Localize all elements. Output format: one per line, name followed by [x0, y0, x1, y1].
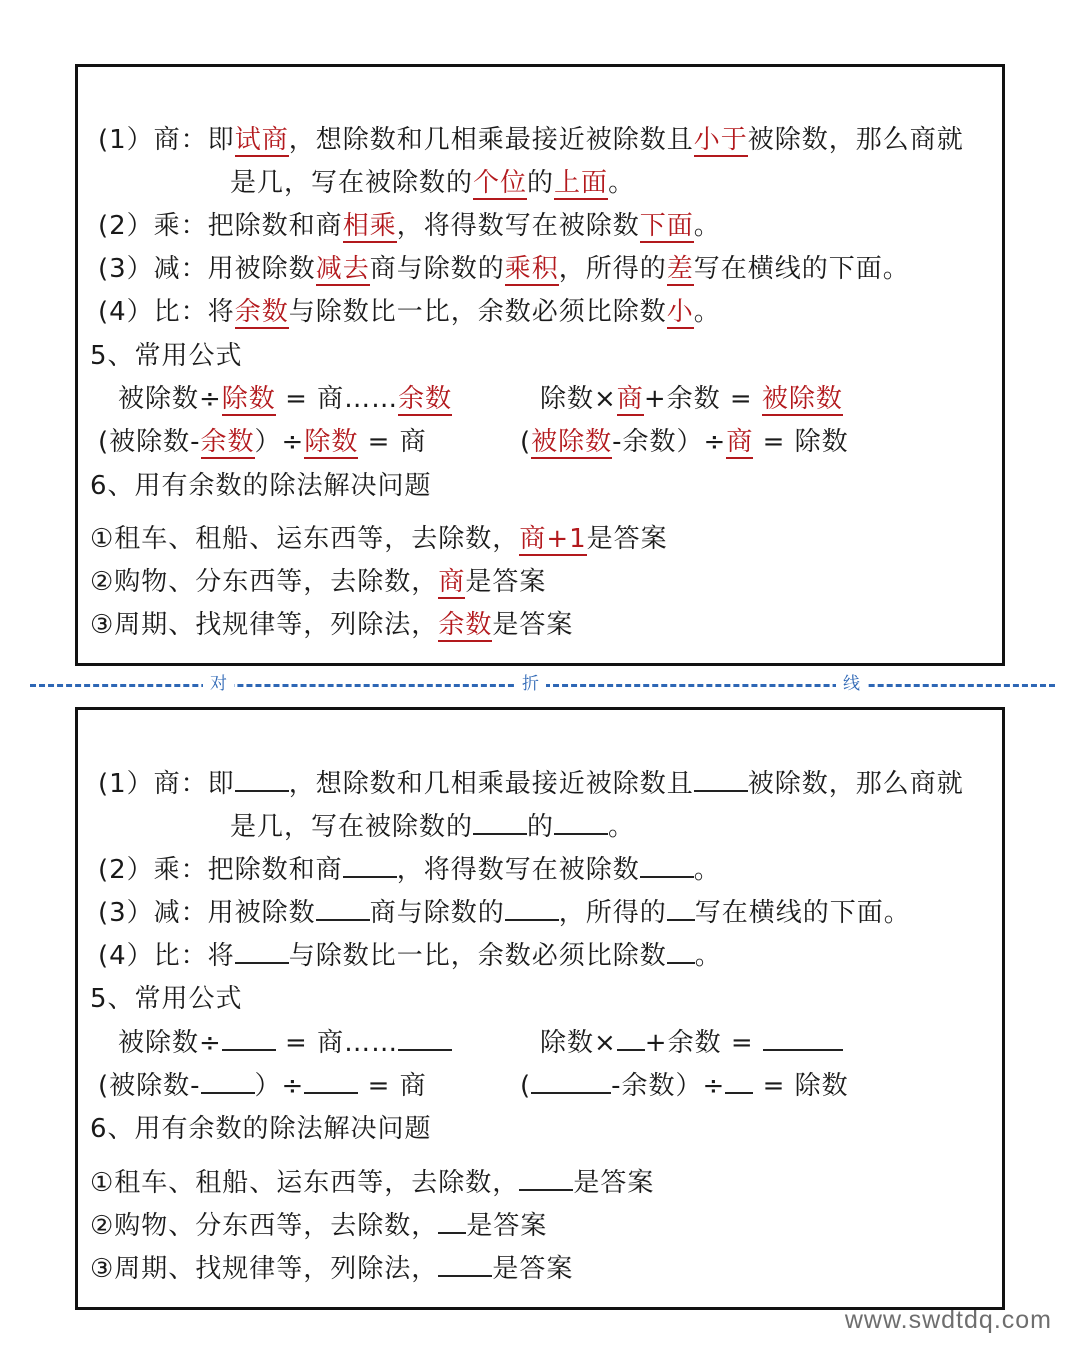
section-5-heading: 5、常用公式: [90, 341, 243, 371]
rule-4: (4）比：将余数与除数比一比，余数必须比除数小。: [98, 297, 721, 327]
rule-3-blank: (3）减：用被除数 商与除数的 ，所得的 写在横线的下面。: [98, 895, 911, 930]
fold-label: 线: [836, 674, 867, 694]
rule-4-blank: (4）比：将 与除数比一比，余数必须比除数 。: [98, 938, 722, 973]
answer-text: 小于: [693, 125, 748, 155]
answer-text: 试商: [234, 125, 289, 155]
problem-type-3: ③周期、找规律等，列除法，余数是答案: [90, 610, 574, 640]
formula-1-blank: 被除数÷ = 商……: [118, 1025, 452, 1060]
fill-blank: [398, 1025, 452, 1051]
formula-2: 除数×商+余数 = 被除数: [540, 384, 843, 414]
fill-blank: [235, 938, 289, 964]
fill-blank: [201, 1068, 255, 1094]
answer-text: 除数: [221, 384, 276, 414]
formula-3: (被除数-余数）÷除数 = 商: [98, 427, 427, 457]
rule-3: (3）减：用被除数减去商与除数的乘积，所得的差写在横线的下面。: [98, 254, 910, 284]
rule-1-line-1: (1）商：即试商，想除数和几相乘最接近被除数且小于被除数，那么商就: [98, 125, 964, 155]
fill-blank: [725, 1068, 753, 1094]
problem-type-1: ①租车、租船、运东西等，去除数，商+1是答案: [90, 524, 668, 554]
formula-3-blank: (被除数- ）÷ = 商: [98, 1068, 427, 1103]
rule-1-line-2-blank: 是几，写在被除数的 的 。: [230, 809, 635, 844]
fill-blank: [667, 938, 695, 964]
fill-blank: [763, 1025, 843, 1051]
fill-blank: [531, 1068, 611, 1094]
rule-2: (2）乘：把除数和商相乘，将得数写在被除数下面。: [98, 211, 721, 241]
section-6-heading: 6、用有余数的除法解决问题: [90, 1114, 432, 1144]
fill-blank: [438, 1208, 466, 1234]
answer-text: 被除数: [531, 427, 613, 457]
fill-blank: [343, 852, 397, 878]
answer-text: 下面: [639, 211, 694, 241]
answer-text: 被除数: [761, 384, 843, 414]
fill-blank: [617, 1025, 645, 1051]
fill-blank: [519, 1165, 573, 1191]
rule-1-line-1-blank: (1）商：即 ，想除数和几相乘最接近被除数且 被除数，那么商就: [98, 766, 964, 801]
answer-text: 个位: [473, 168, 528, 198]
answer-text: 小: [666, 297, 694, 327]
fill-blank: [222, 1025, 276, 1051]
answer-text: 余数: [200, 427, 255, 457]
problem-type-2-blank: ②购物、分东西等，去除数， 是答案: [90, 1208, 547, 1243]
section-6-heading: 6、用有余数的除法解决问题: [90, 471, 432, 501]
fill-blank: [473, 809, 527, 835]
answer-text: 余数: [438, 610, 493, 640]
answer-text: 乘积: [504, 254, 559, 284]
formula-4: (被除数-余数）÷商 = 除数: [520, 427, 849, 457]
fill-blank: [694, 766, 748, 792]
answer-text: 除数: [304, 427, 359, 457]
rule-1-line-2: 是几，写在被除数的个位的上面。: [230, 168, 636, 198]
rule-2-blank: (2）乘：把除数和商 ，将得数写在被除数 。: [98, 852, 721, 887]
fill-blank: [438, 1251, 492, 1277]
formula-4-blank: ( -余数）÷ = 除数: [520, 1068, 849, 1103]
answer-text: 余数: [234, 297, 289, 327]
fill-blank: [554, 809, 608, 835]
problem-type-3-blank: ③周期、找规律等，列除法， 是答案: [90, 1251, 573, 1286]
fill-blank: [667, 895, 695, 921]
fill-blank: [235, 766, 289, 792]
fold-label: 折: [515, 674, 546, 694]
fold-label: 对: [203, 674, 234, 694]
answer-text: 差: [666, 254, 694, 284]
watermark: www.swdtdq.com: [844, 1306, 1052, 1334]
problem-type-2: ②购物、分东西等，去除数，商是答案: [90, 567, 547, 597]
answer-text: 商+1: [519, 524, 587, 554]
answer-text: 减去: [315, 254, 370, 284]
problem-type-1-blank: ①租车、租船、运东西等，去除数， 是答案: [90, 1165, 654, 1200]
section-5-heading: 5、常用公式: [90, 984, 243, 1014]
answer-text: 商: [438, 567, 466, 597]
answer-text: 余数: [398, 384, 453, 414]
answer-text: 相乘: [342, 211, 397, 241]
answer-text: 商: [726, 427, 754, 457]
fill-blank: [316, 895, 370, 921]
fill-blank: [304, 1068, 358, 1094]
answer-text: 商: [616, 384, 644, 414]
formula-2-blank: 除数× +余数 =: [540, 1025, 843, 1060]
fill-blank: [640, 852, 694, 878]
fill-blank: [505, 895, 559, 921]
answer-text: 上面: [554, 168, 609, 198]
formula-1: 被除数÷除数 = 商……余数: [118, 384, 453, 414]
